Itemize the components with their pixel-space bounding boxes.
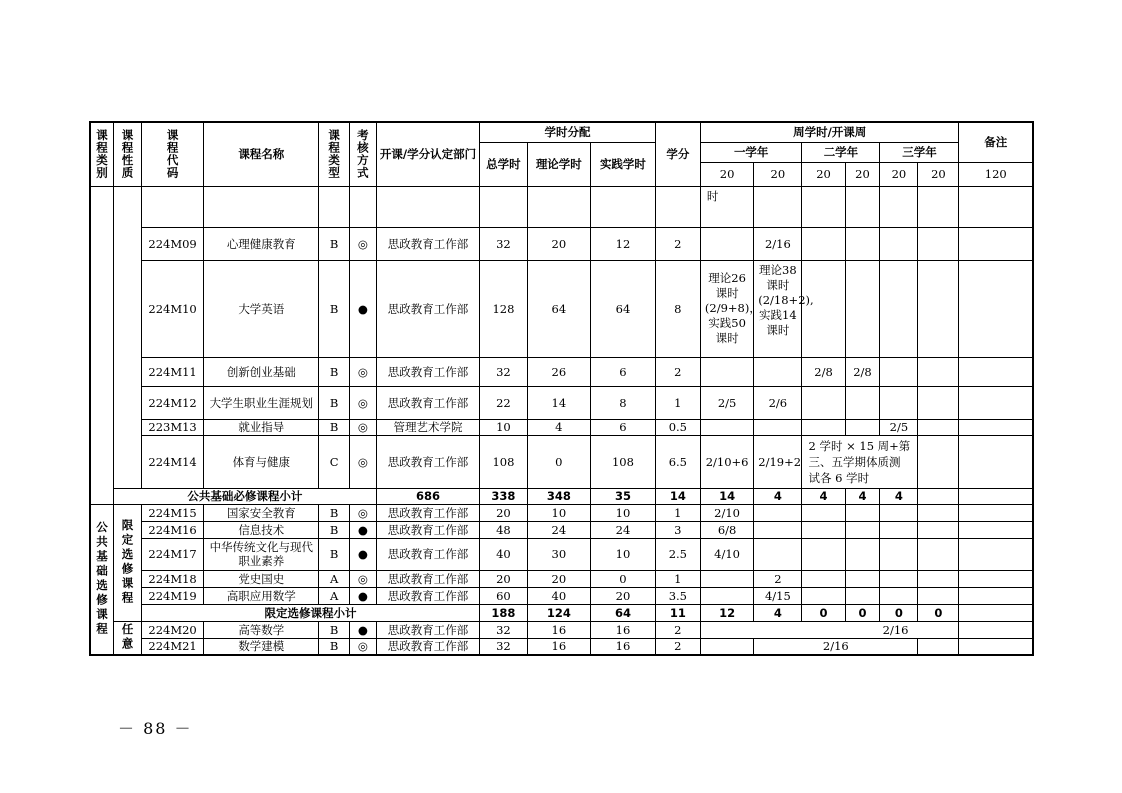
- subtotal-s1: 12: [700, 604, 753, 621]
- header-category: 课程类别: [90, 122, 114, 186]
- practice-hours: 12: [591, 227, 656, 260]
- theory-hours: 30: [527, 538, 591, 570]
- credit: 6.5: [655, 435, 700, 488]
- header-exam: 考核方式: [350, 122, 377, 186]
- course-name: 国家安全教育: [204, 504, 319, 521]
- course-type: B: [319, 638, 350, 655]
- course-type: B: [319, 521, 350, 538]
- exam-mark: ◎: [350, 357, 377, 386]
- exam-mark: ◎: [350, 570, 377, 587]
- total-hours: 20: [480, 570, 527, 587]
- total-hours: 32: [480, 638, 527, 655]
- course-type: B: [319, 621, 350, 638]
- course-type: B: [319, 538, 350, 570]
- total-hours: 128: [480, 260, 527, 357]
- theory-hours: 64: [527, 260, 591, 357]
- semester-3-5-note: 2 学时 × 15 周+第三、五学期体质测试各 6 学时: [802, 435, 918, 488]
- table-row: [90, 260, 1033, 357]
- course-type: A: [319, 570, 350, 587]
- exam-mark: ●: [350, 260, 377, 357]
- dept: 思政教育工作部: [376, 357, 480, 386]
- semester-2: 2/19+2: [754, 435, 802, 488]
- theory-hours: 24: [527, 521, 591, 538]
- total-hours: 22: [480, 386, 527, 419]
- dept: 思政教育工作部: [376, 638, 480, 655]
- course-code: 224M18: [141, 570, 204, 587]
- exam-mark: ◎: [350, 419, 377, 435]
- table-row: [90, 419, 1033, 435]
- nature-cell: [114, 186, 142, 488]
- course-type: B: [319, 260, 350, 357]
- course-name: 高等数学: [204, 621, 319, 638]
- table-row: [90, 227, 1033, 260]
- week-count: 20: [880, 162, 918, 186]
- course-name: 心理健康教育: [204, 227, 319, 260]
- week-count: 20: [754, 162, 802, 186]
- total-hours: 20: [480, 504, 527, 521]
- week-count: 20: [700, 162, 753, 186]
- category-cell: [90, 186, 114, 504]
- page-number: － 88 －: [118, 719, 193, 738]
- credit: 2: [655, 227, 700, 260]
- theory-hours: 40: [527, 587, 591, 604]
- continued-text: 时: [700, 186, 753, 227]
- dept: 管理艺术学院: [376, 419, 480, 435]
- practice-hours: 64: [591, 260, 656, 357]
- course-code: 224M16: [141, 521, 204, 538]
- dept: 思政教育工作部: [376, 570, 480, 587]
- total-hours: 40: [480, 538, 527, 570]
- subtotal-s4: 4: [802, 488, 845, 504]
- semester-2: 2/6: [754, 386, 802, 419]
- header-dept: 开课/学分认定部门: [376, 122, 480, 186]
- credit: 8: [655, 260, 700, 357]
- course-code: 223M13: [141, 419, 204, 435]
- total-hours: 48: [480, 521, 527, 538]
- credit: 3: [655, 521, 700, 538]
- course-type: C: [319, 435, 350, 488]
- theory-hours: 16: [527, 621, 591, 638]
- week-count: 20: [918, 162, 959, 186]
- subtotal-s1: 14: [655, 488, 700, 504]
- exam-mark: ●: [350, 587, 377, 604]
- subtotal-s6: 0: [918, 604, 959, 621]
- header-code: 课程代码: [141, 122, 204, 186]
- theory-hours: 10: [527, 504, 591, 521]
- table-row: [90, 504, 1033, 521]
- total-hours: 60: [480, 587, 527, 604]
- header-year3: 三学年: [880, 142, 959, 162]
- header-practice: 实践学时: [591, 142, 656, 186]
- subtotal-theory: 124: [527, 604, 591, 621]
- course-code: 224M19: [141, 587, 204, 604]
- exam-mark: ●: [350, 621, 377, 638]
- table-row: [90, 587, 1033, 604]
- week-count: 20: [845, 162, 880, 186]
- course-code: 224M12: [141, 386, 204, 419]
- credit: 1: [655, 504, 700, 521]
- credit: 3.5: [655, 587, 700, 604]
- subtotal-practice: 348: [527, 488, 591, 504]
- course-type: B: [319, 386, 350, 419]
- header-year1: 一学年: [700, 142, 802, 162]
- header-total: 总学时: [480, 142, 527, 186]
- course-name: 中华传统文化与现代职业素养: [204, 538, 319, 570]
- credit: 0.5: [655, 419, 700, 435]
- semester-1: 6/8: [700, 521, 753, 538]
- semester-1: 理论26课时(2/9+8)，实践50课时: [700, 260, 753, 357]
- exam-mark: ◎: [350, 638, 377, 655]
- course-name: 大学英语: [204, 260, 319, 357]
- semester-2: 2/16: [754, 227, 802, 260]
- course-code: 224M11: [141, 357, 204, 386]
- course-type: B: [319, 504, 350, 521]
- subtotal-s4: 0: [845, 604, 880, 621]
- header-remark: 备注: [959, 122, 1033, 162]
- total-hours: 10: [480, 419, 527, 435]
- week-count: 20: [802, 162, 845, 186]
- exam-mark: ◎: [350, 227, 377, 260]
- limited-label: 限定选修课程: [114, 504, 142, 621]
- practice-hours: 6: [591, 357, 656, 386]
- semester-3: 2/8: [802, 357, 845, 386]
- course-type: B: [319, 357, 350, 386]
- header-name: 课程名称: [204, 122, 319, 186]
- credit: 1: [655, 570, 700, 587]
- header-hours-group: 学时分配: [480, 122, 655, 142]
- credit: 1: [655, 386, 700, 419]
- dept: 思政教育工作部: [376, 504, 480, 521]
- subtotal-s2: 4: [754, 604, 802, 621]
- exam-mark: ●: [350, 521, 377, 538]
- semester-2: 理论38课时(2/18+2),实践14课时: [754, 260, 802, 357]
- subtotal-theory: 338: [480, 488, 527, 504]
- course-type: B: [319, 227, 350, 260]
- subtotal-s3: 0: [802, 604, 845, 621]
- table-row: [90, 570, 1033, 587]
- total-hours: 32: [480, 227, 527, 260]
- course-code: 224M20: [141, 621, 204, 638]
- theory-hours: 14: [527, 386, 591, 419]
- semester-1: 2/10+6: [700, 435, 753, 488]
- table-row: [90, 435, 1033, 488]
- credit: 2: [655, 621, 700, 638]
- exam-mark: ◎: [350, 504, 377, 521]
- optional-label: 任意: [114, 621, 142, 655]
- theory-hours: 26: [527, 357, 591, 386]
- total-hours: 108: [480, 435, 527, 488]
- subtotal-s5: 0: [880, 604, 918, 621]
- course-code: 224M17: [141, 538, 204, 570]
- semester-span: 2/16: [754, 638, 918, 655]
- theory-hours: 16: [527, 638, 591, 655]
- credit: 2.5: [655, 538, 700, 570]
- header-weekly-group: 周学时/开课周: [700, 122, 959, 142]
- dept: 思政教育工作部: [376, 587, 480, 604]
- total-hours: 32: [480, 621, 527, 638]
- course-name: 党史国史: [204, 570, 319, 587]
- practice-hours: 108: [591, 435, 656, 488]
- semester-1: 2/10: [700, 504, 753, 521]
- header-nature: 课程性质: [114, 122, 142, 186]
- subtotal-total: 188: [480, 604, 527, 621]
- curriculum-table: [89, 121, 1034, 656]
- header-year2: 二学年: [802, 142, 880, 162]
- exam-mark: ◎: [350, 386, 377, 419]
- theory-hours: 20: [527, 570, 591, 587]
- theory-hours: 4: [527, 419, 591, 435]
- course-name: 高职应用数学: [204, 587, 319, 604]
- exam-mark: ●: [350, 538, 377, 570]
- credit: 2: [655, 357, 700, 386]
- course-code: 224M14: [141, 435, 204, 488]
- table-row: [90, 638, 1033, 655]
- exam-mark: ◎: [350, 435, 377, 488]
- dept: 思政教育工作部: [376, 386, 480, 419]
- practice-hours: 10: [591, 538, 656, 570]
- header-theory: 理论学时: [527, 142, 591, 186]
- header-credit: 学分: [655, 122, 700, 186]
- practice-hours: 20: [591, 587, 656, 604]
- practice-hours: 10: [591, 504, 656, 521]
- table-row: [90, 538, 1033, 570]
- subtotal-total: 686: [376, 488, 480, 504]
- total-hours: 32: [480, 357, 527, 386]
- subtotal-s5: 4: [845, 488, 880, 504]
- semester-2: 4/15: [754, 587, 802, 604]
- subtotal-s6: 4: [880, 488, 918, 504]
- table-row: [90, 521, 1033, 538]
- subtotal-s3: 4: [754, 488, 802, 504]
- course-name: 创新创业基础: [204, 357, 319, 386]
- subtotal-practice: 64: [591, 604, 656, 621]
- subtotal-row: [90, 488, 1033, 504]
- dept: 思政教育工作部: [376, 621, 480, 638]
- course-name: 信息技术: [204, 521, 319, 538]
- dept: 思政教育工作部: [376, 260, 480, 357]
- credit: 2: [655, 638, 700, 655]
- course-code: 224M10: [141, 260, 204, 357]
- course-code: 224M09: [141, 227, 204, 260]
- semester-span: 2/16: [700, 621, 959, 638]
- practice-hours: 16: [591, 621, 656, 638]
- subtotal-label: 公共基础必修课程小计: [114, 488, 377, 504]
- course-type: B: [319, 419, 350, 435]
- course-name: 体育与健康: [204, 435, 319, 488]
- table-row: [90, 386, 1033, 419]
- semester-1: 2/5: [700, 386, 753, 419]
- semester-2: 2: [754, 570, 802, 587]
- subtotal-credit: 11: [655, 604, 700, 621]
- subtotal-credit: 35: [591, 488, 656, 504]
- subtotal-label: 限定选修课程小计: [141, 604, 480, 621]
- theory-hours: 0: [527, 435, 591, 488]
- subtotal-s2: 14: [700, 488, 753, 504]
- practice-hours: 24: [591, 521, 656, 538]
- course-code: 224M15: [141, 504, 204, 521]
- course-name: 大学生职业生涯规划: [204, 386, 319, 419]
- subtotal-row: [90, 604, 1033, 621]
- practice-hours: 6: [591, 419, 656, 435]
- dept: 思政教育工作部: [376, 521, 480, 538]
- course-type: A: [319, 587, 350, 604]
- semester-5: 2/5: [880, 419, 918, 435]
- practice-hours: 16: [591, 638, 656, 655]
- table-row: [90, 621, 1033, 638]
- elective-category: 公共基础选修课程: [90, 504, 114, 655]
- dept: 思政教育工作部: [376, 227, 480, 260]
- course-name: 数学建模: [204, 638, 319, 655]
- practice-hours: 0: [591, 570, 656, 587]
- week-count-total: 120: [959, 162, 1033, 186]
- dept: 思政教育工作部: [376, 435, 480, 488]
- semester-1: 4/10: [700, 538, 753, 570]
- dept: 思政教育工作部: [376, 538, 480, 570]
- header-type: 课程类型: [319, 122, 350, 186]
- course-code: 224M21: [141, 638, 204, 655]
- course-name: 就业指导: [204, 419, 319, 435]
- table-row: [90, 357, 1033, 386]
- practice-hours: 8: [591, 386, 656, 419]
- theory-hours: 20: [527, 227, 591, 260]
- semester-4: 2/8: [845, 357, 880, 386]
